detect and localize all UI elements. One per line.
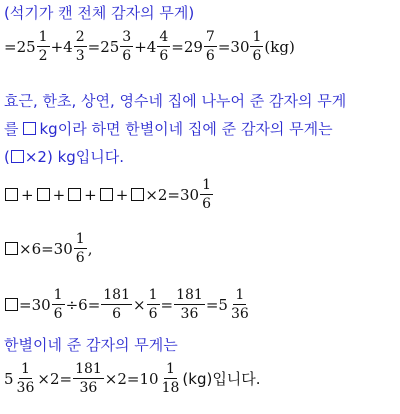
eq1-frac-1: $\frac{1}{2}$ (38, 29, 48, 64)
eq1-frac-3: $\frac{3}{6}$ (122, 29, 132, 64)
eq1-equals-3: =30 (217, 37, 250, 56)
eq1-frac-4: $\frac{4}{6}$ (159, 29, 169, 64)
eq4-frac-5: $\frac{1}{36}$ (230, 287, 249, 322)
unknown-box (23, 122, 36, 135)
equation-sum-boxes (4, 178, 214, 211)
eq3-comma: , (87, 239, 93, 258)
eq4-div: ÷6= (65, 295, 101, 314)
eq1-plus-1: +4 (50, 37, 73, 56)
unknown-box (100, 188, 113, 201)
unknown-box (5, 188, 18, 201)
equation-box-value (4, 288, 252, 321)
unknown-box (11, 150, 24, 163)
paragraph-line-1 (4, 90, 346, 111)
eq1-unit: (kg) (264, 37, 295, 56)
paragraph-line-4 (4, 334, 178, 355)
eq4-frac-2: $\frac{181}{6}$ (103, 287, 130, 322)
unknown-box (5, 242, 18, 255)
para3-open: ( (4, 147, 10, 166)
heading-text: (석기가 캔 전체 감자의 무게) (4, 4, 195, 22)
eq4-eq: =30 (19, 295, 51, 314)
para4-text: 한별이네 준 감자의 무게는 (4, 336, 178, 354)
eq3-mul: ×6=30 (19, 239, 73, 258)
eq4-frac-3: $\frac{1}{6}$ (148, 287, 158, 322)
equation-total-weight (4, 30, 295, 63)
eq1-frac-6: $\frac{1}{6}$ (252, 29, 262, 64)
unknown-box (37, 188, 50, 201)
eq1-equals-2: =29 (171, 37, 203, 56)
para3-tail: ×2) kg입니다. (24, 148, 125, 166)
eq4-frac-1: $\frac{1}{6}$ (53, 287, 63, 322)
unknown-box (68, 188, 81, 201)
eq5-tail: (kg)입니다. (182, 370, 261, 388)
eq3-frac: $\frac{1}{6}$ (75, 231, 85, 266)
plus-sign: + (52, 185, 66, 204)
eq5-mul2: ×2=10 (104, 369, 159, 388)
unknown-box (5, 298, 18, 311)
eq5-frac-3: $\frac{1}{18}$ (161, 361, 180, 396)
eq1-frac-2: $\frac{2}{3}$ (75, 29, 85, 64)
paragraph-line-3 (4, 146, 124, 167)
equation-box-times-six (4, 232, 92, 265)
eq5-mul1: ×2= (37, 369, 73, 388)
heading-note (4, 2, 194, 23)
paragraph-line-2 (4, 118, 333, 139)
eq5-frac-2: $\frac{181}{36}$ (75, 361, 102, 396)
para2-suffix: kg이라 하면 한별이네 집에 준 감자의 무게는 (39, 120, 333, 138)
eq1-frac-5: $\frac{7}{6}$ (205, 29, 215, 64)
para1-text: 효근, 한초, 상연, 영수네 집에 나누어 준 감자의 무게 (4, 92, 347, 110)
unknown-box (131, 188, 144, 201)
eq4-mul: × (133, 295, 146, 314)
eq2-frac: $\frac{1}{6}$ (202, 177, 212, 212)
plus-sign: + (84, 185, 97, 204)
para2-prefix: 를 (4, 120, 19, 138)
plus-sign: + (21, 185, 34, 204)
eq5-frac-1: $\frac{1}{36}$ (16, 361, 35, 396)
equation-final (4, 362, 261, 395)
eq1-equals-1: =25 (87, 37, 120, 56)
eq1-plus-2: +4 (134, 37, 157, 56)
eq4-eq2: = (160, 295, 174, 314)
eq1-start: =25 (4, 37, 36, 56)
eq2-tail: ×2=30 (145, 185, 200, 204)
eq4-frac-4: $\frac{181}{36}$ (176, 287, 203, 322)
eq4-eq3: =5 (205, 295, 228, 314)
plus-sign: + (115, 185, 129, 204)
eq5-lead: 5 (4, 369, 14, 388)
